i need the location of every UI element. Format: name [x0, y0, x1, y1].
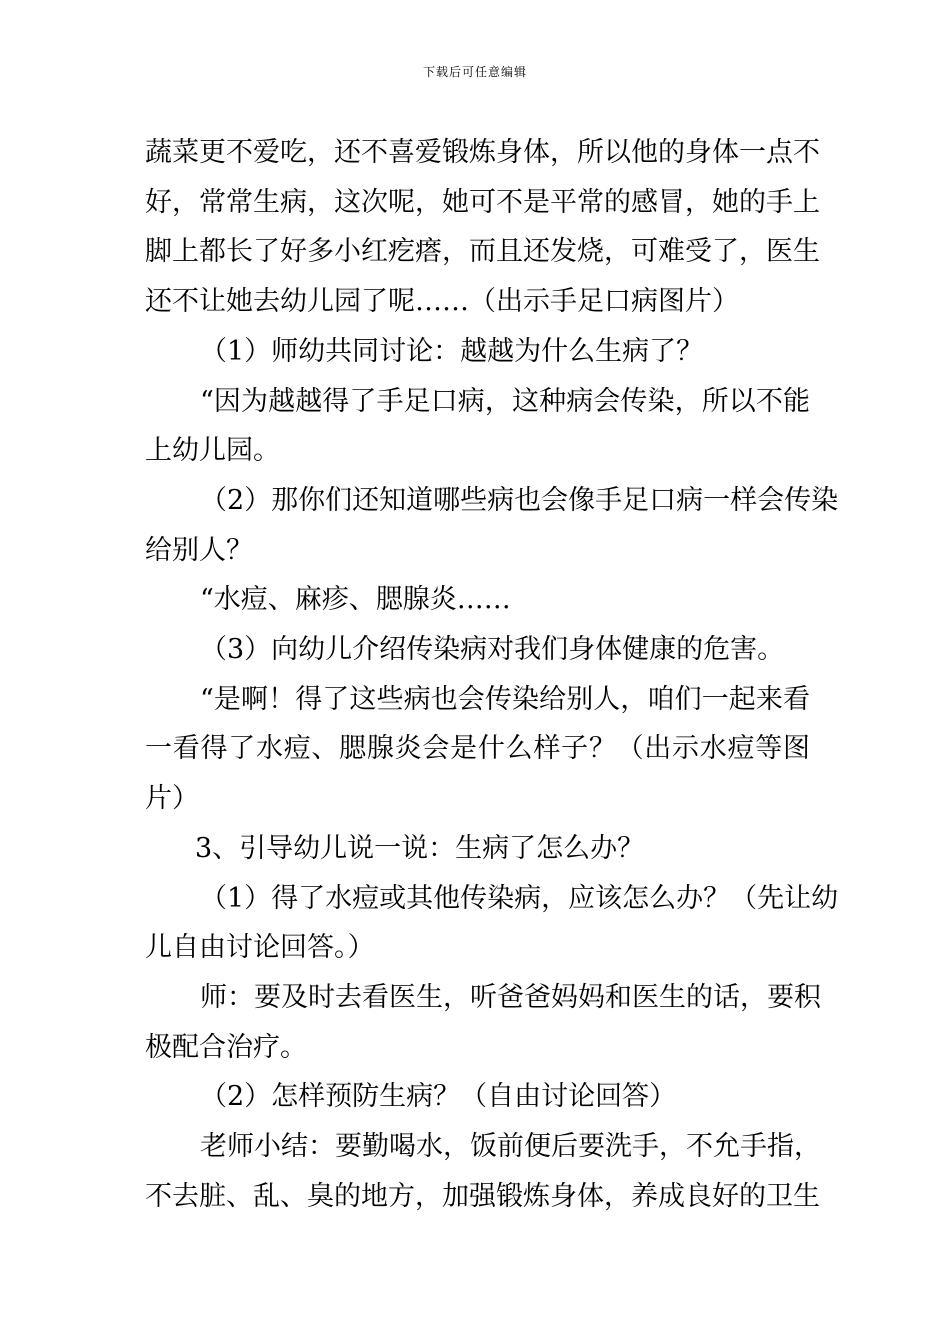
text-line: 片） [145, 783, 199, 815]
text-line: “因为越越得了手足口病，这种病会传染，所以不能 [200, 385, 810, 417]
text-line: 给别人？ [145, 534, 253, 566]
text-line: 好，常常生病，这次呢，她可不是平常的感冒，她的手上 [145, 186, 820, 218]
text-line: “是啊！得了这些病也会传染给别人，咱们一起来看 [200, 683, 810, 715]
text-line: （1）师幼共同讨论：越越为什么生病了？ [200, 335, 704, 367]
text-line: 上幼儿园。 [145, 435, 280, 467]
text-line: 儿自由讨论回答。） [145, 932, 375, 964]
text-line: 还不让她去幼儿园了呢……（出示手足口病图片） [145, 286, 739, 318]
text-line: （3）向幼儿介绍传染病对我们身体健康的危害。 [200, 634, 785, 666]
text-line: 师：要及时去看医生，听爸爸妈妈和医生的话，要积 [200, 981, 821, 1013]
text-line: “水痘、麻疹、腮腺炎…… [200, 584, 511, 616]
text-line: 3、引导幼儿说一说：生病了怎么办？ [195, 832, 645, 864]
text-line: （1）得了水痘或其他传染病，应该怎么办？（先让幼 [200, 882, 839, 914]
text-line: （2）那你们还知道哪些病也会像手足口病一样会传染 [200, 484, 839, 516]
document-body [145, 128, 839, 1221]
text-line: （2）怎样预防生病？（自由讨论回答） [200, 1081, 677, 1113]
text-line: 一看得了水痘、腮腺炎会是什么样子？（出示水痘等图 [145, 733, 810, 765]
text-line: 极配合治疗。 [145, 1031, 307, 1063]
text-line: 老师小结：要勤喝水，饭前便后要洗手，不允手指， [200, 1131, 821, 1163]
text-line: 脚上都长了好多小红疙瘩，而且还发烧，可难受了，医生 [145, 236, 820, 268]
text-line: 不去脏、乱、臭的地方，加强锻炼身体，养成良好的卫生 [145, 1180, 820, 1212]
page-header: 下载后可任意编辑 [422, 65, 527, 79]
text-line: 蔬菜更不爱吃，还不喜爱锻炼身体，所以他的身体一点不 [145, 137, 820, 168]
